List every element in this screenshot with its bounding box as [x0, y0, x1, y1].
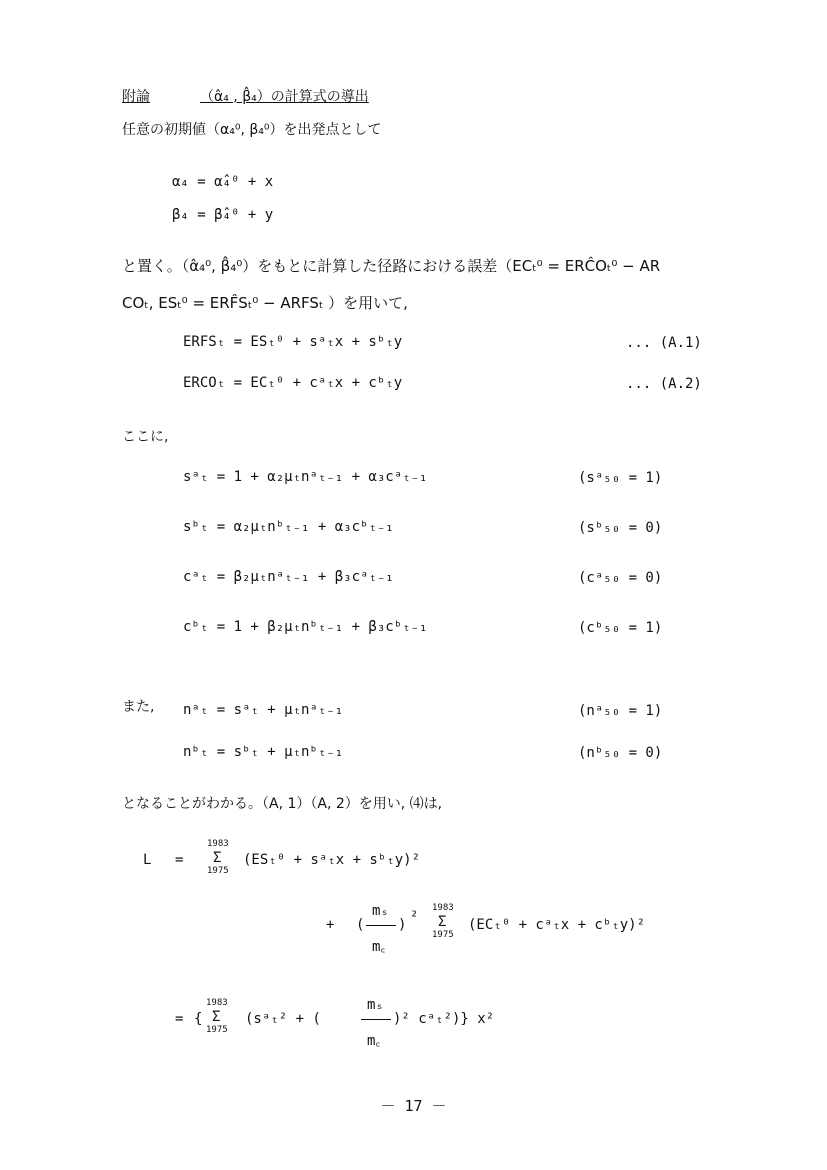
paragraph-line-1: と置く。（α̂₄⁰, β̂₄⁰）をもとに計算した径路における誤差（ECₜ⁰ = ERĈOₜ⁰ − AR	[122, 257, 661, 275]
initial-n-a: (nᵃ₅₀ = 1)	[578, 703, 663, 719]
open-brace-3: {	[194, 1011, 203, 1027]
initial-s-a: (sᵃ₅₀ = 1)	[578, 470, 663, 486]
initial-c-b: (cᵇ₅₀ = 1)	[578, 620, 663, 636]
equation-a1: ERFSₜ = ESₜ⁰ + sᵃₜx + sᵇₜy	[183, 334, 403, 350]
fraction-ms-3: mₛ	[367, 997, 384, 1013]
result-text: となることがわかる。（A, 1）（A, 2）を用い, ⑷は,	[122, 796, 443, 812]
sum-upper-2: 1983	[432, 903, 454, 913]
appendix-label: 附論	[122, 89, 150, 105]
def-beta: β₄ = β̂₄⁰ + y	[172, 207, 274, 223]
equation-number-a1: ... (A.1)	[626, 335, 702, 351]
page-number: － 17 －	[380, 1097, 447, 1115]
sum-upper-3: 1983	[206, 998, 228, 1008]
equation-n-a: nᵃₜ = sᵃₜ + μₜnᵃₜ₋₁	[183, 702, 344, 718]
equation-number-a2: ... (A.2)	[626, 376, 702, 392]
sum-sign-3: Σ	[212, 1009, 221, 1025]
open-paren-2: (	[356, 917, 365, 933]
equation-c-b: cᵇₜ = 1 + β₂μₜnᵇₜ₋₁ + β₃cᵇₜ₋₁	[183, 619, 428, 635]
l-equals: =	[175, 852, 184, 868]
sum-lower-3: 1975	[206, 1025, 228, 1035]
initial-c-a: (cᵃ₅₀ = 0)	[578, 570, 663, 586]
square-2: ²	[410, 909, 419, 925]
sum-lower-1: 1975	[207, 866, 229, 876]
paragraph-line-2: COₜ, ESₜ⁰ = ERF̂Sₜ⁰ − ARFSₜ ）を用いて,	[122, 294, 408, 312]
fraction-bar-2	[366, 925, 396, 926]
sum-upper-1: 1983	[207, 839, 229, 849]
fraction-ms-2: mₛ	[372, 903, 389, 919]
l-line2-body: (ECₜ⁰ + cᵃₜx + cᵇₜy)²	[468, 917, 646, 933]
fraction-mc-3: m꜀	[367, 1033, 381, 1049]
l-line2-plus: +	[326, 917, 335, 933]
sum-lower-2: 1975	[432, 930, 454, 940]
initial-s-b: (sᵇ₅₀ = 0)	[578, 520, 663, 536]
l-symbol: L	[143, 852, 152, 868]
equation-a2: ERCOₜ = ECₜ⁰ + cᵃₜx + cᵇₜy	[183, 375, 403, 391]
equation-s-a: sᵃₜ = 1 + α₂μₜnᵃₜ₋₁ + α₃cᵃₜ₋₁	[183, 469, 428, 485]
appendix-title: （α̂₄ , β̂₄）の計算式の導出	[200, 89, 369, 105]
l-line3-equals: =	[175, 1011, 184, 1027]
intro-text: 任意の初期値（α₄⁰, β₄⁰）を出発点として	[122, 122, 382, 138]
sum-sign-2: Σ	[438, 914, 447, 930]
equation-c-a: cᵃₜ = β₂μₜnᵃₜ₋₁ + β₃cᵃₜ₋₁	[183, 569, 394, 585]
kokoni-text: ここに,	[122, 429, 169, 445]
sum-sign-1: Σ	[213, 850, 222, 866]
l-line1-body: (ESₜ⁰ + sᵃₜx + sᵇₜy)²	[243, 852, 421, 868]
l-line3-body2: )² cᵃₜ²)} x²	[393, 1011, 495, 1027]
close-paren-2: )	[398, 917, 407, 933]
equation-n-b: nᵇₜ = sᵇₜ + μₜnᵇₜ₋₁	[183, 744, 344, 760]
mata-text: また,	[122, 699, 155, 715]
initial-n-b: (nᵇ₅₀ = 0)	[578, 745, 663, 761]
fraction-bar-3	[361, 1019, 391, 1020]
equation-s-b: sᵇₜ = α₂μₜnᵇₜ₋₁ + α₃cᵇₜ₋₁	[183, 519, 394, 535]
l-line3-body1: (sᵃₜ² + (	[245, 1011, 321, 1027]
fraction-mc-2: m꜀	[372, 939, 386, 955]
def-alpha: α₄ = α̂₄⁰ + x	[172, 174, 274, 190]
